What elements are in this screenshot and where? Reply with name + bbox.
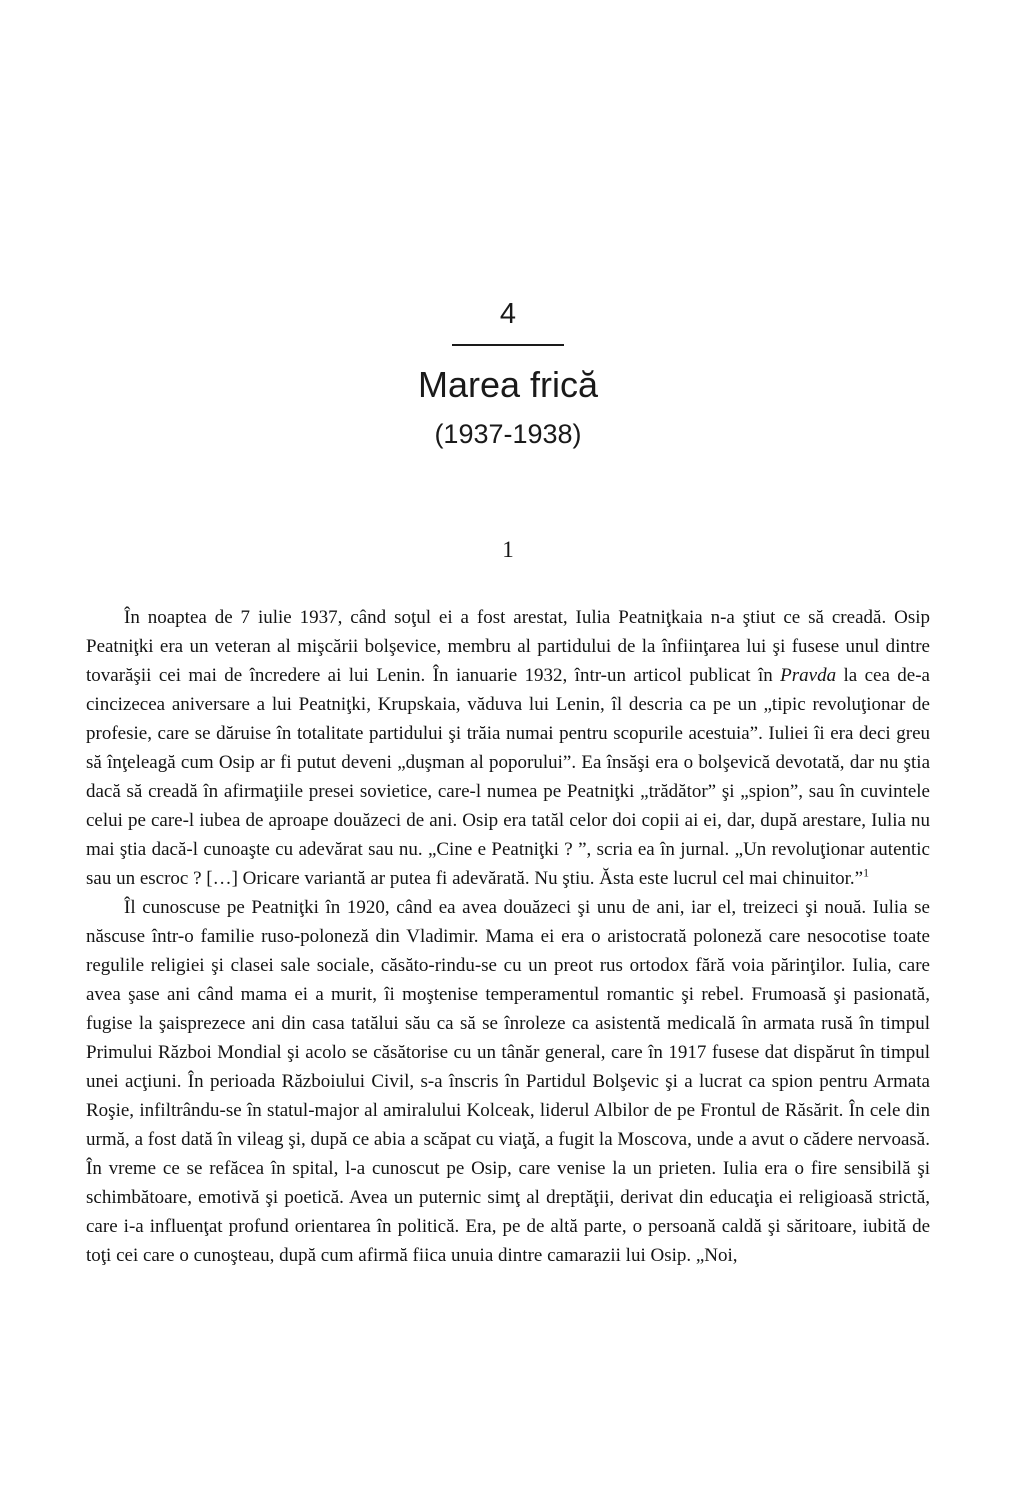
chapter-divider-rule <box>452 344 564 346</box>
section-number: 1 <box>502 537 514 563</box>
chapter-title: Marea frică <box>417 364 599 405</box>
chapter-number: 4 <box>499 298 517 330</box>
chapter-header <box>86 300 930 449</box>
chapter-subtitle-years: (1937-1938) <box>434 418 582 449</box>
paragraph: În noaptea de 7 iulie 1937, când soţul ei a fost arestat, Iulia Peatniţkaia n-a ştiut ce să creadă. Osip Peatniţki era un veteran al mişcării bolşevice, membru al partidului de la înfiinţarea lui şi fusese unul dintre tovarăşii cei mai de încredere ai lui Lenin. În ianuarie 1932, într-un articol publicat în Pravda la cea de-a cincizecea aniversare a lui Peatniţki, Krupskaia, văduva lui Lenin, îl descria ca pe un „tipic revoluţionar de profesie, care se dăruise în totalitate partidului şi trăia numai pentru scopurile acestuia”. Iuliei îi era deci greu să înţeleagă cum Osip ar fi putut deveni „duşman al poporului”. Ea însăşi era o bolşevică devotată, dar nu ştia dacă să creadă în afirmaţiile presei sovietice, care-l numea pe Peatniţki „trădător” şi „spion”, sau în cuvintele celui pe care-l iubea de aproape douăzeci de ani. Osip era tatăl celor doi copii ai ei, dar, după arestare, Iulia nu mai ştia dacă-l cunoaşte cu adevărat sau nu. „Cine e Peatniţki ? ”, scria ea în jurnal. „Un revoluţionar autentic sau un escroc ? […] Oricare variantă ar putea fi adevărată. Nu ştiu. Ăsta este lucrul cel mai chinuitor.”$^1$ <box>86 607 930 890</box>
body-text <box>86 603 930 1270</box>
paragraph: Îl cunoscuse pe Peatniţki în 1920, când ea avea douăzeci şi unu de ani, iar el, treizeci şi nouă. Iulia se născuse într-o familie ruso-poloneză din Vladimir. Mama ei era o aristocrată poloneză care nesocotise toate regulile religiei şi clasei sale sociale, căsăto-rindu-se cu un preot rus ortodox fără voia părinţilor. Iulia, care avea şase ani când mama ei a murit, îi moştenise temperamentul romantic şi rebel. Frumoasă şi pasionată, fugise la şaisprezece ani din casa tatălui său ca să se înroleze ca asistentă medicală în armata rusă în timpul Primului Război Mondial şi acolo se căsătorise cu un tânăr general, care în 1917 fusese dat dispărut în timpul unei acţiuni. În perioada Războiului Civil, s-a înscris în Partidul Bolşevic şi a lucrat ca spion pentru Armata Roşie, infiltrându-se în statul-major al amiralului Kolceak, liderul Albilor de pe Frontul de Răsărit. În cele din urmă, a fost dată în vileag şi, după ce abia a scăpat cu viaţă, a fugit la Moscova, unde a avut o cădere nervoasă. În vreme ce se refăcea în spital, l-a cunoscut pe Osip, care venise la un prieten. Iulia era o fire sensibilă şi schimbătoare, emotivă şi poetică. Avea un puternic simţ al dreptăţii, derivat din educaţia ei religioasă strictă, care i-a influenţat profund orientarea în politică. Era, pe de altă parte, o persoană caldă şi săritoare, iubită de toţi cei care o cunoşteau, după cum afirmă fiica unuia dintre camarazii lui Osip. „Noi, <box>86 897 930 1267</box>
